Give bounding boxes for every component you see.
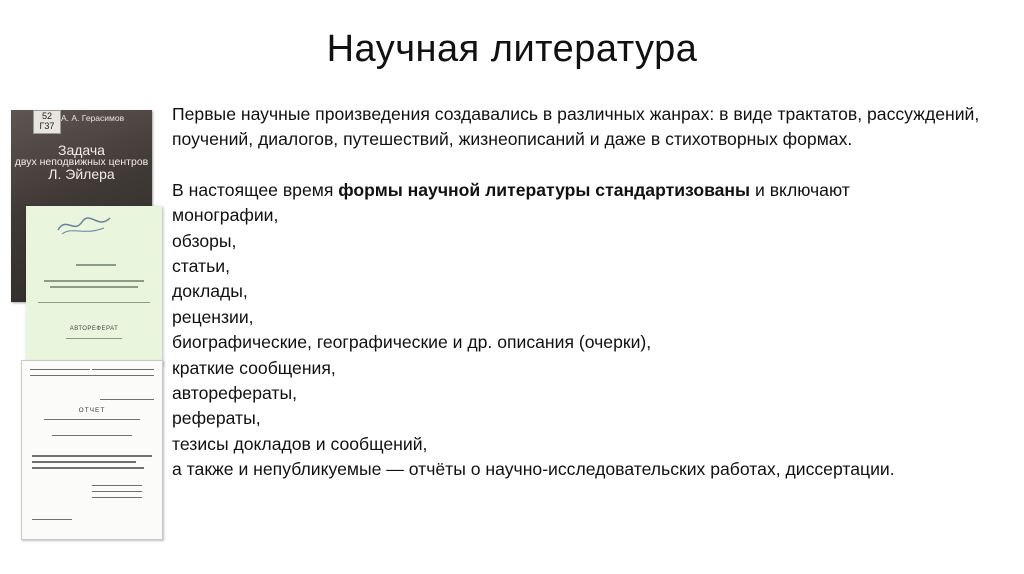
literature-forms-list (172, 203, 1002, 457)
document-line (50, 286, 138, 288)
document-line (92, 485, 142, 486)
slide-title: Научная литература (326, 28, 698, 70)
document-line (30, 369, 90, 370)
book-title-line1: Задача (58, 142, 105, 158)
list-item: обзоры, (172, 230, 237, 251)
book-author: А. А. Герасимов (61, 113, 125, 123)
document-line (44, 280, 144, 282)
intro-paragraph: Первые научные произведения создавались в различных жанрах: в виде трактатов, рассуждений, поучений, диалогов, путешествий, жизнеописаний и даже в стихотворных формах. (172, 104, 980, 150)
forms-paragraph-start: В настоящее время (172, 179, 339, 200)
document-line (52, 435, 132, 436)
document-line (30, 375, 154, 376)
list-item: тезисы докладов и сообщений, (172, 433, 428, 454)
book-title-line2: двух неподвижных центров (14, 156, 149, 168)
document-line (44, 419, 140, 420)
document-line (92, 369, 154, 370)
forms-paragraph-end: и включают (750, 179, 850, 200)
forms-paragraph (172, 178, 1002, 203)
document-caption: ОТЧЕТ (78, 407, 106, 414)
document-line (32, 467, 144, 469)
book-title (11, 144, 152, 180)
signature-stamp-icon (54, 212, 114, 238)
list-item: биографические, географические и др. описания (очерки), (172, 332, 652, 353)
closing-paragraph: а также и непубликуемые — отчёты о научно-исследовательских работах, диссертации. (172, 459, 895, 480)
document-line (66, 338, 122, 339)
document-line (100, 399, 154, 400)
document-line (32, 461, 136, 463)
forms-paragraph-emphasis: формы научной литературы стандартизованы (338, 179, 751, 200)
book-title-line3: Л. Эйлера (48, 166, 115, 182)
document-line (32, 455, 152, 457)
document-caption: АВТОРЕФЕРАТ (69, 326, 119, 332)
list-item: статьи, (172, 256, 230, 277)
list-item: рефераты, (172, 408, 261, 429)
list-item: авторефераты, (172, 383, 297, 404)
list-item: доклады, (172, 281, 248, 302)
document-line (38, 302, 150, 303)
list-item: монографии, (172, 205, 279, 226)
shelf-mark-label: 52 Г37 (33, 110, 61, 134)
abstract-document-image (26, 206, 162, 366)
document-line (92, 491, 142, 492)
list-item: рецензии, (172, 306, 254, 327)
report-document-image (21, 360, 163, 540)
list-item: краткие сообщения, (172, 357, 336, 378)
document-line (32, 519, 72, 520)
document-line (92, 497, 142, 498)
document-line (76, 264, 116, 266)
slide-body (172, 102, 1002, 483)
